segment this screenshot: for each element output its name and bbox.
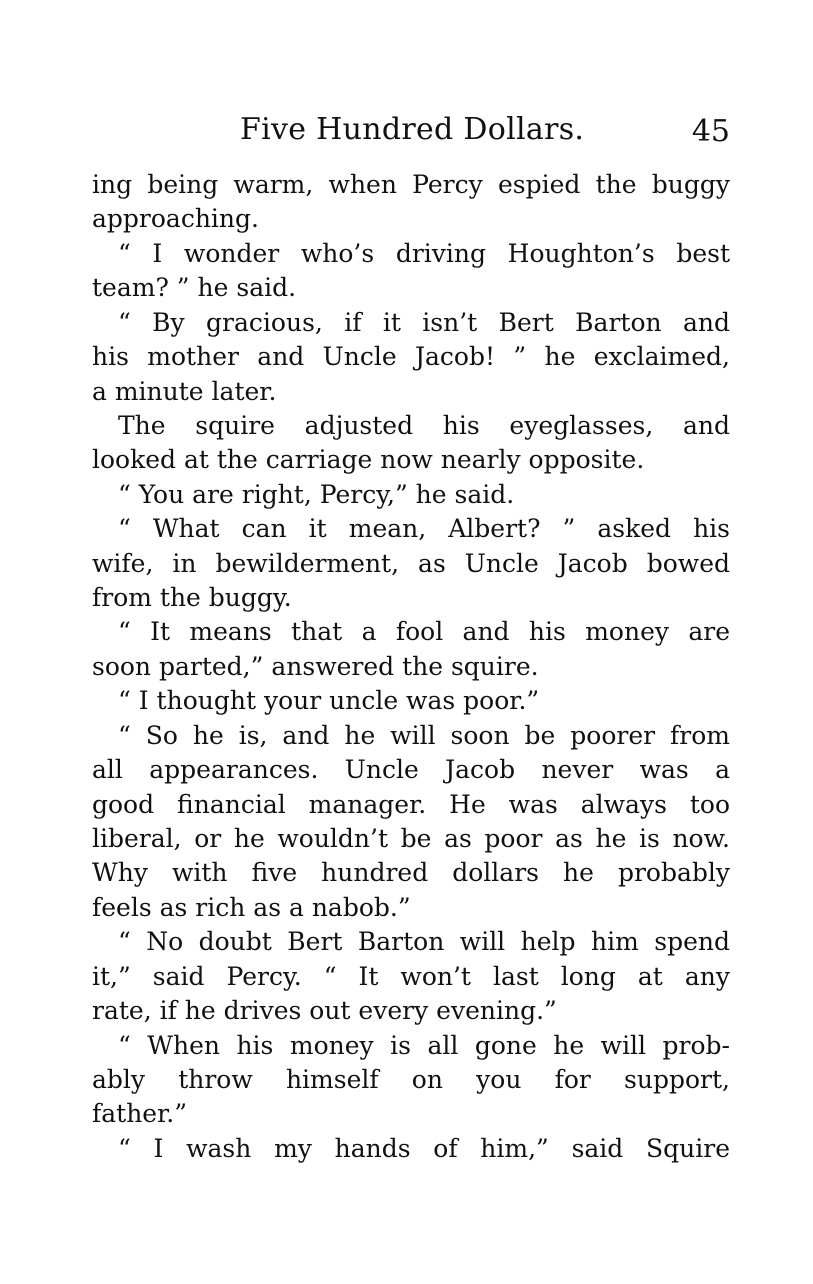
text-line: “ No doubt Bert Barton will help him spend	[118, 927, 730, 957]
text-line: “ I wash my hands of him,” said Squire	[118, 1133, 730, 1163]
text-line: ably throw himself on you for support,	[92, 1064, 730, 1094]
text-line: all appearances. Uncle Jacob never was a	[92, 755, 730, 785]
text-line: father.”	[92, 1099, 188, 1129]
text-line: good financial manager. He was always too	[92, 789, 730, 819]
text-line: from the buggy.	[92, 583, 292, 613]
running-head	[92, 110, 730, 154]
running-title: Five Hundred Dollars.	[240, 112, 585, 147]
text-line: wife, in bewilderment, as Uncle Jacob bowed	[92, 548, 730, 578]
text-line: feels as rich as a nabob.”	[92, 892, 411, 922]
text-line: approaching.	[92, 204, 259, 234]
body-text	[92, 168, 730, 1166]
text-line: “ By gracious, if it isn’t Bert Barton and	[118, 307, 730, 337]
text-line: “ You are right, Percy,” he said.	[118, 479, 515, 509]
text-line: soon parted,” answered the squire.	[92, 651, 539, 681]
text-line: Why with five hundred dollars he probably	[92, 858, 730, 888]
text-line: “ When his money is all gone he will prob-	[118, 1030, 730, 1060]
text-line: “ It means that a fool and his money are	[118, 617, 730, 647]
text-line: ing being warm, when Percy espied the buggy	[92, 170, 730, 199]
text-line: his mother and Uncle Jacob! ” he exclaimed,	[92, 342, 730, 372]
text-line: “ So he is, and he will soon be poorer from	[118, 720, 730, 750]
text-line: “ I thought your uncle was poor.”	[118, 686, 540, 716]
text-line: looked at the carriage now nearly opposite.	[92, 445, 645, 475]
text-line: rate, if he drives out every evening.”	[92, 996, 557, 1026]
text-line: a minute later.	[92, 376, 277, 406]
text-line: liberal, or he wouldn’t be as poor as he is now.	[92, 824, 730, 854]
page-number: 45	[691, 114, 730, 149]
text-line: “ What can it mean, Albert? ” asked his	[118, 514, 730, 544]
text-line: “ I wonder who’s driving Houghton’s best	[118, 238, 730, 268]
text-line: The squire adjusted his eyeglasses, and	[118, 410, 730, 440]
text-line: team? ” he said.	[92, 273, 297, 303]
text-line: it,” said Percy. “ It won’t last long at any	[92, 961, 730, 991]
